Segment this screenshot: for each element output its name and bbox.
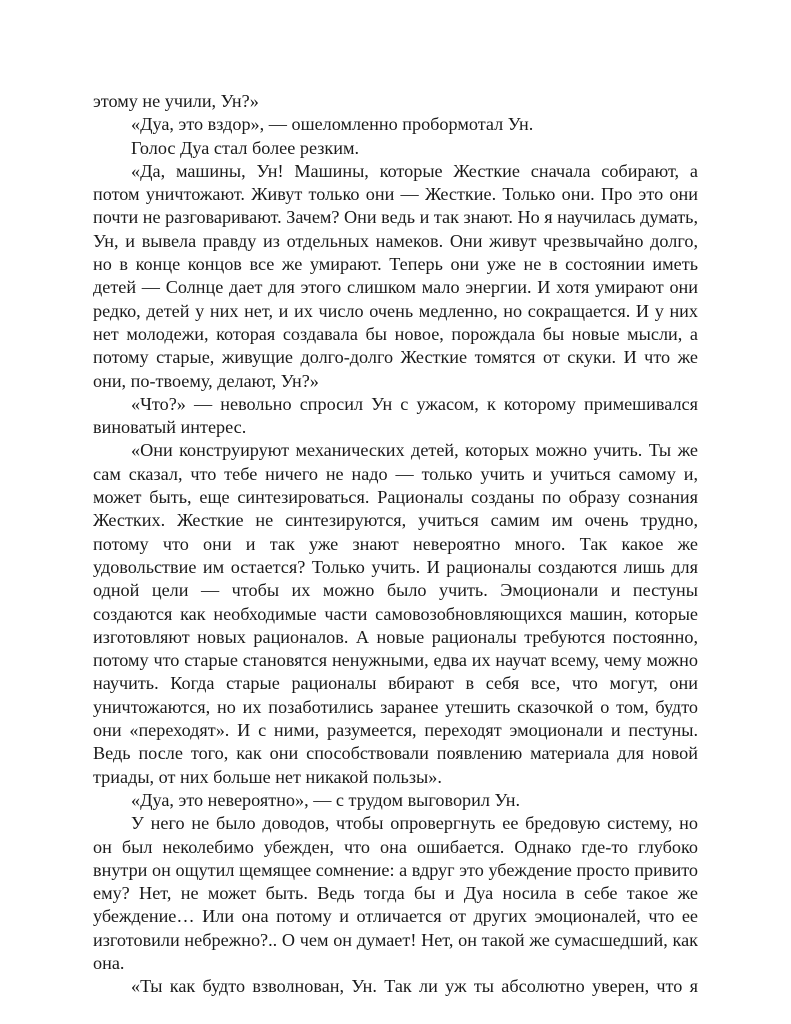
paragraph: Голос Дуа стал более резким. — [131, 137, 360, 158]
paragraph: «Что?» — невольно спросил Ун с ужасом, к которому примешивался виноватый интерес. — [93, 393, 698, 438]
paragraph: «Да, машины, Ун! Машины, которые Жесткие сначала собирают, а потом уничтожают. Живут только они — Жесткие. Только они. Про это они почти не разговаривают. Зачем? Они ведь и так знают. Но я научилась думать, Ун, и вывела правду из отдельных намеков. Они живут чрезвычайно долго, но в конце концов все же умирают. Теперь они уже не в состоянии иметь детей — Солнце дает для этого слишком мало энергии. И хотя умирают они редко, детей у них нет, и их число очень медленно, но сокращается. И у них нет молодежи, которая создавала бы новое, порождала бы новые мысли, а потому старые, живущие долго-долго Жесткие томятся от скуки. И что же они, по-твоему, делают, Ун?» — [93, 160, 698, 391]
book-page — [93, 90, 698, 999]
paragraph: «Дуа, это невероятно», — с трудом выговорил Ун. — [131, 789, 521, 810]
paragraph: «Они конструируют механических детей, которых можно учить. Ты же сам сказал, что тебе ничего не надо — только учить и учиться самому и, может быть, еще синтезироваться. Рационалы созданы по образу сознания Жестких. Жесткие не синтезируются, учиться самим им очень трудно, потому что они и так уже знают невероятно много. Так какое же удовольствие им остается? Только учить. И рационалы создаются лишь для одной цели — чтобы их можно было учить. Эмоционали и пестуны создаются как необходимые части самовозобновляющихся машин, которые изготовляют новых рационалов. А новые рационалы требуются постоянно, потому что старые становятся ненужными, едва их научат всему, чему можно научить. Когда старые рационалы вбирают в себя все, что могут, они уничтожаются, но их позаботились заранее утешить сказочкой о том, будто они «переходят». И с ними, разумеется, переходят эмоционали и пестуны. Ведь после того, как они способствовали появлению материала для новой триады, от них больше нет никакой пользы». — [93, 440, 698, 787]
paragraph-partial: «Ты как будто взволнован, Ун. Так ли уж ты абсолютно уверен, что я — [131, 976, 698, 997]
paragraph: «Дуа, это вздор», — ошеломленно пробормотал Ун. — [131, 114, 534, 135]
paragraph-continuation: этому не учили, Ун?» — [93, 91, 259, 111]
paragraph: У него не было доводов, чтобы опровергнуть ее бредовую систему, но он был неколебимо убежден, что она ошибается. Однако где-то глубоко внутри он ощутил щемящее сомнение: а вдруг это убеждение просто привито ему? Нет, не может быть. Ведь тогда бы и Дуа носила в себе такое же убеждение… Или она потому и отличается от других эмоционалей, что ее изготовили небрежно?.. О чем он думает! Нет, он такой же сумасшедший, как она. — [93, 813, 698, 973]
